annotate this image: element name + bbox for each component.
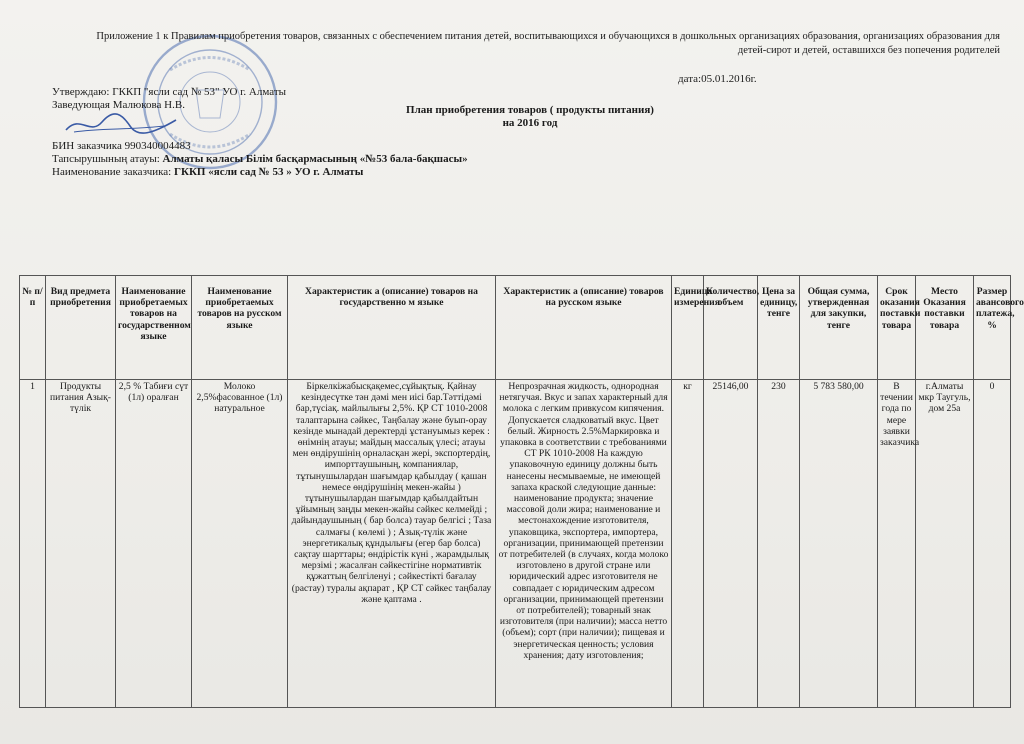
col-header-qty: Количество, объем (704, 276, 758, 380)
col-header-place: Место Оказания поставки товара (916, 276, 974, 380)
cell-name-kz: 2,5 % Табиғи сүт (1л) оралған (116, 380, 192, 708)
cell-desc-ru: Непрозрачная жидкость, однородная нетягучая. Вкус и запах характерный для молока с легким привкусом кипячения. Допускается сладковатый вкус. Цвет белый. Жирность 2.5%Маркировка и упаковка в соответствии с требованиями СТ РК 1010-2008 На каждую упаковочную единицу должны быть нанесены несмываемые, не имеющей запаха краской следующие данные: наименование продукта; значение массовой доли жира; наименование и местонахождение изготовителя, упаковщика, экспортера, импортера, организации, принимающей претензии от потребителей (в случаях, когда молоко изготовлено в другой стране или юридический адрес изготовителя не совпадает с юридическим адресом организации, принимающей претензии от потребителей); товарный знак изготовителя (при наличии); масса нетто (объем); сорт (при наличии); пищевая и энергетическая ценность; условия хранения; дату изготовления; (496, 380, 672, 708)
cell-advance: 0 (974, 380, 1011, 708)
col-header-desc-ru: Характеристик а (описание) товаров на русском языке (496, 276, 672, 380)
col-header-name-kz: Наименование приобретаемых товаров на государственном языке (116, 276, 192, 380)
title-line-1: План приобретения товаров ( продукты питания) (406, 104, 654, 116)
title-line-2: на 2016 год (502, 117, 558, 129)
cell-qty: 25146,00 (704, 380, 758, 708)
table-row (20, 380, 1011, 708)
cell-price: 230 (758, 380, 800, 708)
procurement-plan-table (19, 275, 1024, 708)
customer-name-kz: Тапсырушының атауы: Алматы қаласы Білім басқармасының «№53 бала-бақшасы» (52, 153, 468, 165)
col-header-total: Общая сумма, утвержденная для закупки, тенге (800, 276, 878, 380)
cell-term: В течении года по мере заявки заказчика (878, 380, 916, 708)
col-header-number: № п/п (20, 276, 46, 380)
customer-info (52, 140, 468, 179)
customer-bin: БИН заказчика 990340004483 (52, 140, 191, 152)
col-header-term: Срок оказания поставки товара (878, 276, 916, 380)
approval-line: Утверждаю: ГККП "ясли сад № 53" УО г. Алматы (52, 86, 287, 98)
col-header-unit: Единица измерения (672, 276, 704, 380)
col-header-name-ru: Наименование приобретаемых товаров на русском языке (192, 276, 288, 380)
head-name-line: Заведующая Малюкова Н.В. (52, 99, 185, 111)
table-header-row (20, 276, 1011, 380)
cell-total: 5 783 580,00 (800, 380, 878, 708)
document-title (340, 104, 720, 130)
document-date: дата:05.01.2016г. (678, 73, 757, 85)
col-header-advance: Размер авансового платежа, % (974, 276, 1011, 380)
cell-desc-kz: Біркелкіжабысқақемес,сұйықтық. Қайнау кезіндесүтке тән дәмі мен иісі бар.Тәттідәмі бар,түсіақ. майлылығы 2,5%. ҚР СТ 1010-2008 талаптарына сәйкес, Таңбалау және буып-орау кезінде мынадай деректерді ұстануымыз керек : өнімнің атауы; майдың массалық үлесі; атауы мен өндірушінің орналасқан жері, экспортердің, импорттаушының, компаниялар, тұтынушылардан шағымдар қабылдау ( қашан немесе өндірушінің мекен-жайы ) тұтынушылардан шағымдар қабылдайтын ұйымның заңды мекен-жайы сәйкес келмейді ; дайындаушының ( бар болса) тауар белгісі ; Таза салмағы ( көлемі ) ; Азық-түлік және энергетикалық құндылығы (егер бар болса) сақтау шарттары; өндірістік күні , жарамдылық мерзімі ; жасалған сәйкестігіне нормативтік құжаттың белгіленуі ; сәйкестікті бағалау (растау) туралы ақпарат , ҚР СТ сәйкес таңбалау және қаптама . (288, 380, 496, 708)
cell-unit: кг (672, 380, 704, 708)
cell-number: 1 (20, 380, 46, 708)
col-header-desc-kz: Характеристик а (описание) товаров на государственно м языке (288, 276, 496, 380)
appendix-note: Приложение 1 к Правилам приобретения товаров, связанных с обеспечением питания детей, воспитывающихся и обучающихся в дошкольных организациях образования, организациях образования для детей-сирот и детей, оставшихся без попечения родителей (96, 31, 1000, 56)
approval-block (52, 86, 286, 112)
cell-place: г.Алматы мкр Таугуль, дом 25а (916, 380, 974, 708)
col-header-price: Цена за единицу, тенге (758, 276, 800, 380)
cell-type: Продукты питания Азық-түлік (46, 380, 116, 708)
cell-name-ru: Молоко 2,5%фасованное (1л) натуральное (192, 380, 288, 708)
col-header-type: Вид предмета приобретения (46, 276, 116, 380)
customer-name-ru: Наименование заказчика: ГККП «ясли сад № 53 » УО г. Алматы (52, 166, 364, 178)
handwritten-signature (60, 110, 180, 140)
